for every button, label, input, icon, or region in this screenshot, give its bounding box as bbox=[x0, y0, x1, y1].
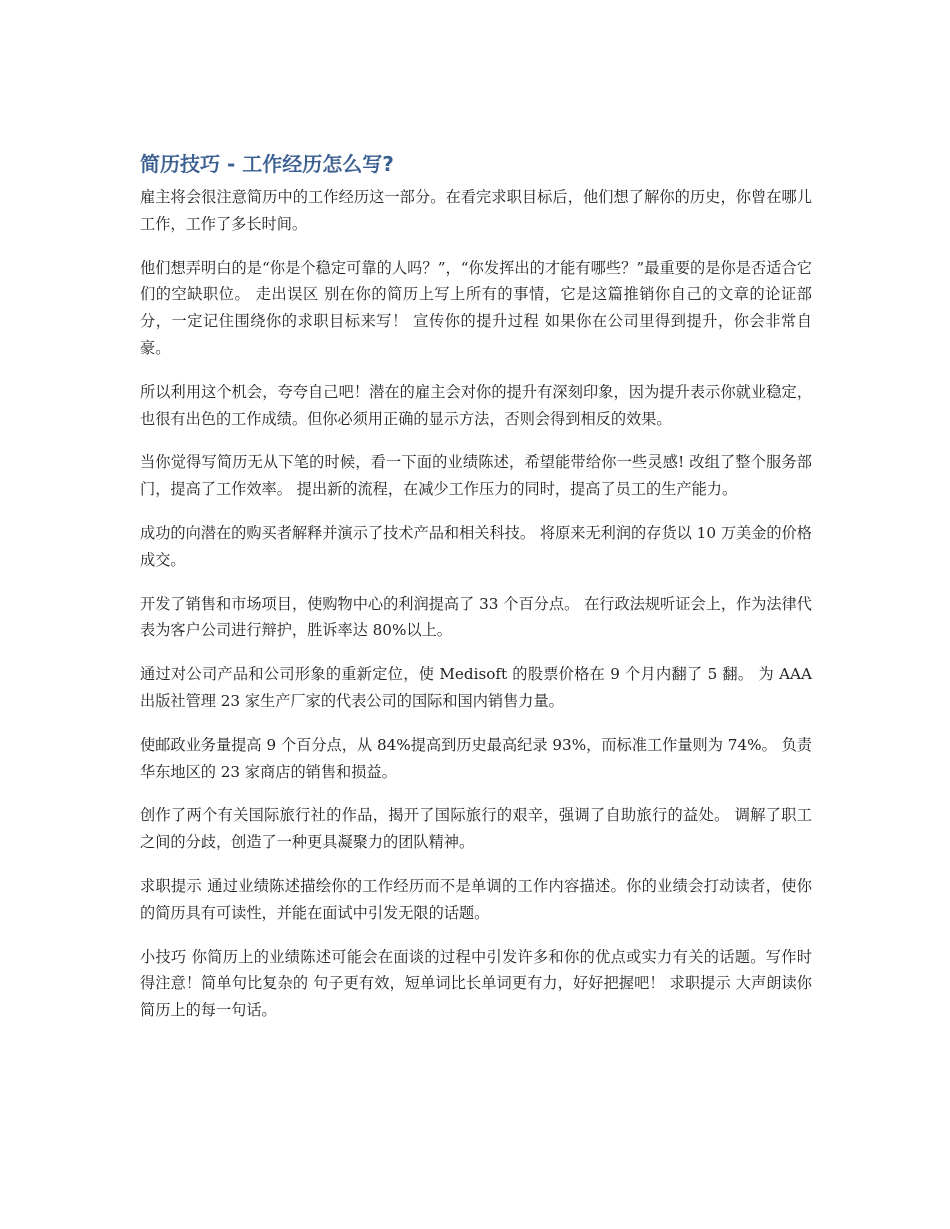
paragraph-achievement-examples-5: 使邮政业务量提高 9 个百分点，从 84%提高到历史最高纪录 93%，而标准工作量则为 74%。 负责华东地区的 23 家商店的销售和损益。 bbox=[140, 735, 812, 781]
paragraph-job-tip: 求职提示 通过业绩陈述描绘你的工作经历而不是单调的工作内容描述。你的业绩会打动读者，使你的简历具有可读性，并能在面试中引发无限的话题。 bbox=[140, 876, 812, 922]
paragraph-small-tip: 小技巧 你简历上的业绩陈述可能会在面谈的过程中引发许多和你的优点或实力有关的话题。写作时得注意！简单句比复杂的 句子更有效，短单词比长单词更有力，好好把握吧！ 求职提示 大声朗读你简历上的每一句话。 bbox=[140, 947, 812, 1020]
paragraph-achievement-examples-3: 开发了销售和市场项目，使购物中心的利润提高了 33 个百分点。 在行政法规听证会上，作为法律代表为客户公司进行辩护，胜诉率达 80%以上。 bbox=[140, 594, 812, 640]
paragraph-employer-questions: 他们想弄明白的是“你是个稳定可靠的人吗？”，“你发挥出的才能有哪些？”最重要的是你是否适合它们的空缺职位。 走出误区 别在你的简历上写上所有的事情，它是这篇推销你自己的文章的论证部分，一定记住围绕你的求职目标来写！ 宣传你的提升过程 如果你在公司里得到提升，你会非常自豪。 bbox=[140, 258, 812, 357]
paragraph-achievement-examples-4: 通过对公司产品和公司形象的重新定位，使 Medisoft 的股票价格在 9 个月内翻了 5 翻。 为 AAA 出版社管理 23 家生产厂家的代表公司的国际和国内销售力量。 bbox=[140, 665, 812, 710]
paragraph-achievement-examples-2: 成功的向潜在的购买者解释并演示了技术产品和相关科技。 将原来无利润的存货以 10 万美金的价格成交。 bbox=[140, 523, 812, 569]
paragraph-promotion: 所以利用这个机会，夸夸自己吧！潜在的雇主会对你的提升有深刻印象，因为提升表示你就业稳定，也很有出色的工作成绩。但你必须用正确的显示方法，否则会得到相反的效果。 bbox=[140, 382, 812, 428]
document-page bbox=[140, 150, 812, 1041]
paragraph-achievement-examples-1: 当你觉得写简历无从下笔的时候，看一下面的业绩陈述，希望能带给你一些灵感! 改组了整个服务部门，提高了工作效率。 提出新的流程，在减少工作压力的同时，提高了员工的生产能力。 bbox=[140, 453, 812, 499]
document-title: 简历技巧 - 工作经历怎么写? bbox=[140, 152, 394, 176]
paragraph-intro: 雇主将会很注意简历中的工作经历这一部分。在看完求职目标后，他们想了解你的历史，你曾在哪儿工作，工作了多长时间。 bbox=[140, 188, 812, 233]
paragraph-achievement-examples-6: 创作了两个有关国际旅行社的作品，揭开了国际旅行的艰辛，强调了自助旅行的益处。 调解了职工之间的分歧，创造了一种更具凝聚力的团队精神。 bbox=[140, 806, 812, 852]
